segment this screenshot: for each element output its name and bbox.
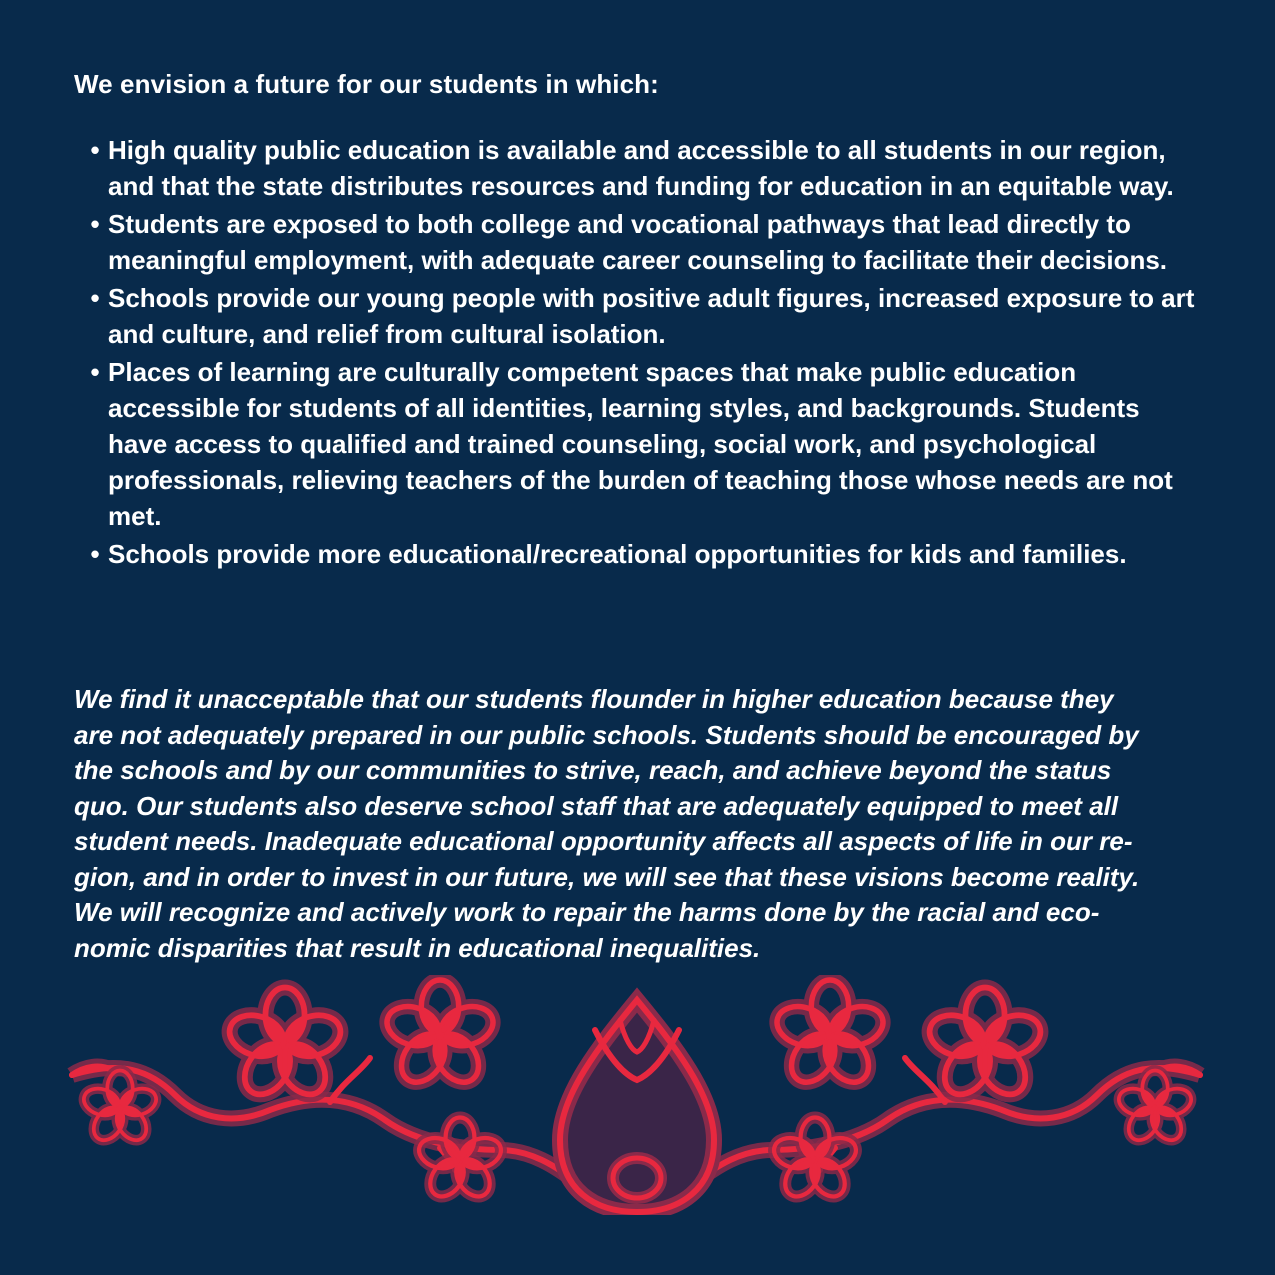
list-item <box>74 206 1204 278</box>
statement-line: quo. Our students also deserve school staff that are adequately equipped to meet all <box>74 790 1119 821</box>
list-item-text: Schools provide more educational/recreational opportunities for kids and families. <box>108 539 1127 569</box>
bullet-icon: • <box>90 135 100 165</box>
bullet-icon: • <box>90 357 100 387</box>
list-item <box>74 280 1204 352</box>
statement-line: gion, and in order to invest in our future, we will see that these visions become reality. <box>74 861 1140 892</box>
list-item-text: Places of learning are culturally competent spaces that make public education accessible for students of all identities, learning styles, and backgrounds. Students have access to qualified and trained counseling, social work, and psychological professionals, relieving teachers of the burden of teaching those whose needs are not met. <box>108 357 1173 531</box>
bullet-icon: • <box>90 209 100 239</box>
statement-line: student needs. Inadequate educational opportunity affects all aspects of life in our re- <box>74 826 1133 856</box>
statement-line: We find it unacceptable that our students flounder in higher education because they <box>74 684 1114 714</box>
list-item <box>74 354 1204 534</box>
list-item-text: High quality public education is available and accessible to all students in our region, and that the state distributes resources and funding for education in an equitable way. <box>108 135 1174 201</box>
flame-icon <box>560 1000 714 1212</box>
list-item <box>74 132 1204 204</box>
statement-line: nomic disparities that result in educational inequalities. <box>74 932 761 963</box>
bullet-icon: • <box>90 539 100 569</box>
statement-paragraph <box>74 682 1204 966</box>
bullet-icon: • <box>90 283 100 313</box>
intro-heading: We envision a future for our students in which: <box>74 69 659 99</box>
list-item-text: Schools provide our young people with positive adult figures, increased exposure to art and culture, and relief from cultural isolation. <box>108 283 1195 349</box>
statement-line: We will recognize and actively work to repair the harms done by the racial and eco- <box>74 897 1100 927</box>
list-item <box>74 536 1204 572</box>
statement-line: the schools and by our communities to strive, reach, and achieve beyond the status <box>74 755 1112 785</box>
list-item-text: Students are exposed to both college and vocational pathways that lead directly to meaningful employment, with adequate career counseling to facilitate their decisions. <box>108 209 1168 275</box>
floral-vine-ornament-icon <box>0 975 1275 1215</box>
vision-list <box>74 132 1204 574</box>
statement-line: are not adequately prepared in our public schools. Students should be encouraged by <box>74 719 1139 750</box>
